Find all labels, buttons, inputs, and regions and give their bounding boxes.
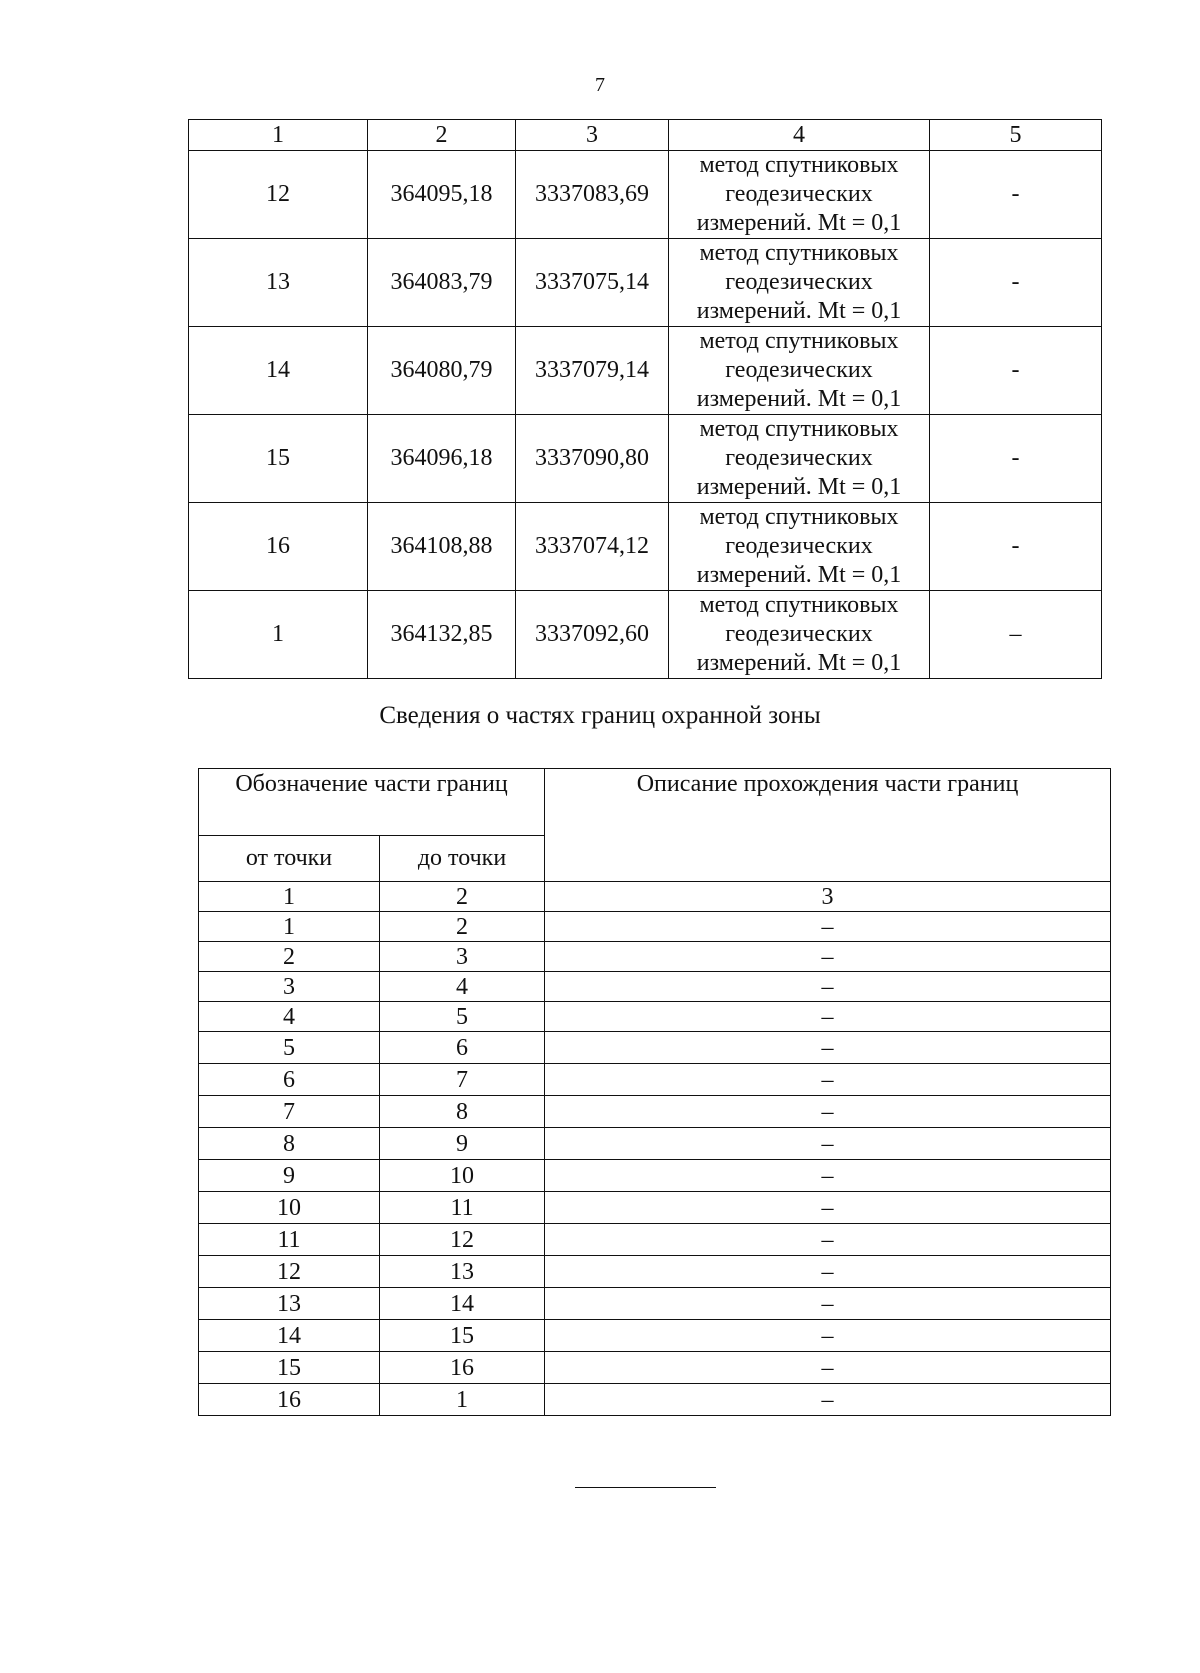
table-row (199, 1160, 1111, 1192)
header-to-point: до точки (380, 836, 545, 882)
description-cell: – (545, 1320, 1111, 1352)
note-cell: - (930, 503, 1102, 591)
boundary-parts-table-body (199, 769, 1111, 1416)
description-cell: – (545, 1256, 1111, 1288)
y-coordinate-cell: 3337075,14 (516, 239, 669, 327)
from-point-cell: 5 (199, 1032, 380, 1064)
x-coordinate-cell: 364108,88 (368, 503, 516, 591)
table-row (199, 1320, 1111, 1352)
description-cell: – (545, 1224, 1111, 1256)
table-row (199, 1192, 1111, 1224)
column-number-row (199, 882, 1111, 912)
x-coordinate-cell: 364132,85 (368, 591, 516, 679)
from-point-cell: 2 (199, 942, 380, 972)
to-point-cell: 3 (380, 942, 545, 972)
point-number-cell: 16 (189, 503, 368, 591)
to-point-cell: 9 (380, 1128, 545, 1160)
description-cell: – (545, 1128, 1111, 1160)
description-cell: – (545, 942, 1111, 972)
note-cell: – (930, 591, 1102, 679)
description-cell: – (545, 1064, 1111, 1096)
column-number: 1 (189, 120, 368, 151)
to-point-cell: 7 (380, 1064, 545, 1096)
to-point-cell: 13 (380, 1256, 545, 1288)
description-cell: – (545, 1002, 1111, 1032)
point-number-cell: 15 (189, 415, 368, 503)
coordinates-table (188, 119, 1102, 679)
header-row (199, 769, 1111, 836)
point-number-cell: 14 (189, 327, 368, 415)
y-coordinate-cell: 3337079,14 (516, 327, 669, 415)
to-point-cell: 14 (380, 1288, 545, 1320)
description-cell: – (545, 1032, 1111, 1064)
from-point-cell: 4 (199, 1002, 380, 1032)
description-cell: – (545, 1288, 1111, 1320)
table-row (189, 327, 1102, 415)
to-point-cell: 4 (380, 972, 545, 1002)
description-cell: – (545, 1352, 1111, 1384)
table-row (189, 151, 1102, 239)
y-coordinate-cell: 3337092,60 (516, 591, 669, 679)
header-description: Описание прохождения части границ (545, 769, 1111, 882)
description-cell: – (545, 1384, 1111, 1416)
from-point-cell: 12 (199, 1256, 380, 1288)
point-number-cell: 13 (189, 239, 368, 327)
table-row (199, 1128, 1111, 1160)
column-number: 4 (669, 120, 930, 151)
to-point-cell: 11 (380, 1192, 545, 1224)
from-point-cell: 7 (199, 1096, 380, 1128)
to-point-cell: 15 (380, 1320, 545, 1352)
table-row (199, 912, 1111, 942)
method-cell: метод спутниковых геодезических измерений. Mt = 0,1 (669, 591, 930, 679)
from-point-cell: 13 (199, 1288, 380, 1320)
method-cell: метод спутниковых геодезических измерений. Mt = 0,1 (669, 503, 930, 591)
point-number-cell: 12 (189, 151, 368, 239)
column-number: 2 (380, 882, 545, 912)
y-coordinate-cell: 3337083,69 (516, 151, 669, 239)
note-cell: - (930, 151, 1102, 239)
description-cell: – (545, 1096, 1111, 1128)
header-designation: Обозначение части границ (199, 769, 545, 836)
section-title: Сведения о частях границ охранной зоны (379, 702, 821, 729)
note-cell: - (930, 327, 1102, 415)
from-point-cell: 15 (199, 1352, 380, 1384)
table-row (199, 1096, 1111, 1128)
column-number-row (189, 120, 1102, 151)
y-coordinate-cell: 3337074,12 (516, 503, 669, 591)
from-point-cell: 9 (199, 1160, 380, 1192)
from-point-cell: 16 (199, 1384, 380, 1416)
end-divider-line (575, 1487, 716, 1488)
description-cell: – (545, 1192, 1111, 1224)
description-cell: – (545, 912, 1111, 942)
from-point-cell: 11 (199, 1224, 380, 1256)
table-row (199, 1256, 1111, 1288)
table-row (189, 503, 1102, 591)
header-from-point: от точки (199, 836, 380, 882)
table-row (189, 591, 1102, 679)
from-point-cell: 1 (199, 912, 380, 942)
from-point-cell: 6 (199, 1064, 380, 1096)
boundary-parts-table (198, 768, 1111, 1416)
method-cell: метод спутниковых геодезических измерений. Mt = 0,1 (669, 415, 930, 503)
page-number: 7 (595, 74, 605, 96)
to-point-cell: 12 (380, 1224, 545, 1256)
column-number: 2 (368, 120, 516, 151)
from-point-cell: 3 (199, 972, 380, 1002)
to-point-cell: 16 (380, 1352, 545, 1384)
point-number-cell: 1 (189, 591, 368, 679)
method-cell: метод спутниковых геодезических измерений. Mt = 0,1 (669, 327, 930, 415)
method-cell: метод спутниковых геодезических измерений. Mt = 0,1 (669, 151, 930, 239)
x-coordinate-cell: 364095,18 (368, 151, 516, 239)
table-row (199, 1002, 1111, 1032)
method-cell: метод спутниковых геодезических измерений. Mt = 0,1 (669, 239, 930, 327)
description-cell: – (545, 1160, 1111, 1192)
to-point-cell: 10 (380, 1160, 545, 1192)
x-coordinate-cell: 364083,79 (368, 239, 516, 327)
description-cell: – (545, 972, 1111, 1002)
table-row (189, 415, 1102, 503)
to-point-cell: 2 (380, 912, 545, 942)
to-point-cell: 8 (380, 1096, 545, 1128)
note-cell: - (930, 239, 1102, 327)
table-row (199, 942, 1111, 972)
column-number: 5 (930, 120, 1102, 151)
y-coordinate-cell: 3337090,80 (516, 415, 669, 503)
to-point-cell: 6 (380, 1032, 545, 1064)
table-row (199, 1224, 1111, 1256)
table-row (199, 1384, 1111, 1416)
x-coordinate-cell: 364080,79 (368, 327, 516, 415)
column-number: 3 (516, 120, 669, 151)
to-point-cell: 5 (380, 1002, 545, 1032)
column-number: 3 (545, 882, 1111, 912)
column-number: 1 (199, 882, 380, 912)
table-row (199, 972, 1111, 1002)
from-point-cell: 8 (199, 1128, 380, 1160)
table-row (189, 239, 1102, 327)
coordinates-table-body (189, 120, 1102, 679)
table-row (199, 1288, 1111, 1320)
table-row (199, 1032, 1111, 1064)
x-coordinate-cell: 364096,18 (368, 415, 516, 503)
to-point-cell: 1 (380, 1384, 545, 1416)
note-cell: - (930, 415, 1102, 503)
table-row (199, 1064, 1111, 1096)
from-point-cell: 10 (199, 1192, 380, 1224)
from-point-cell: 14 (199, 1320, 380, 1352)
table-row (199, 1352, 1111, 1384)
